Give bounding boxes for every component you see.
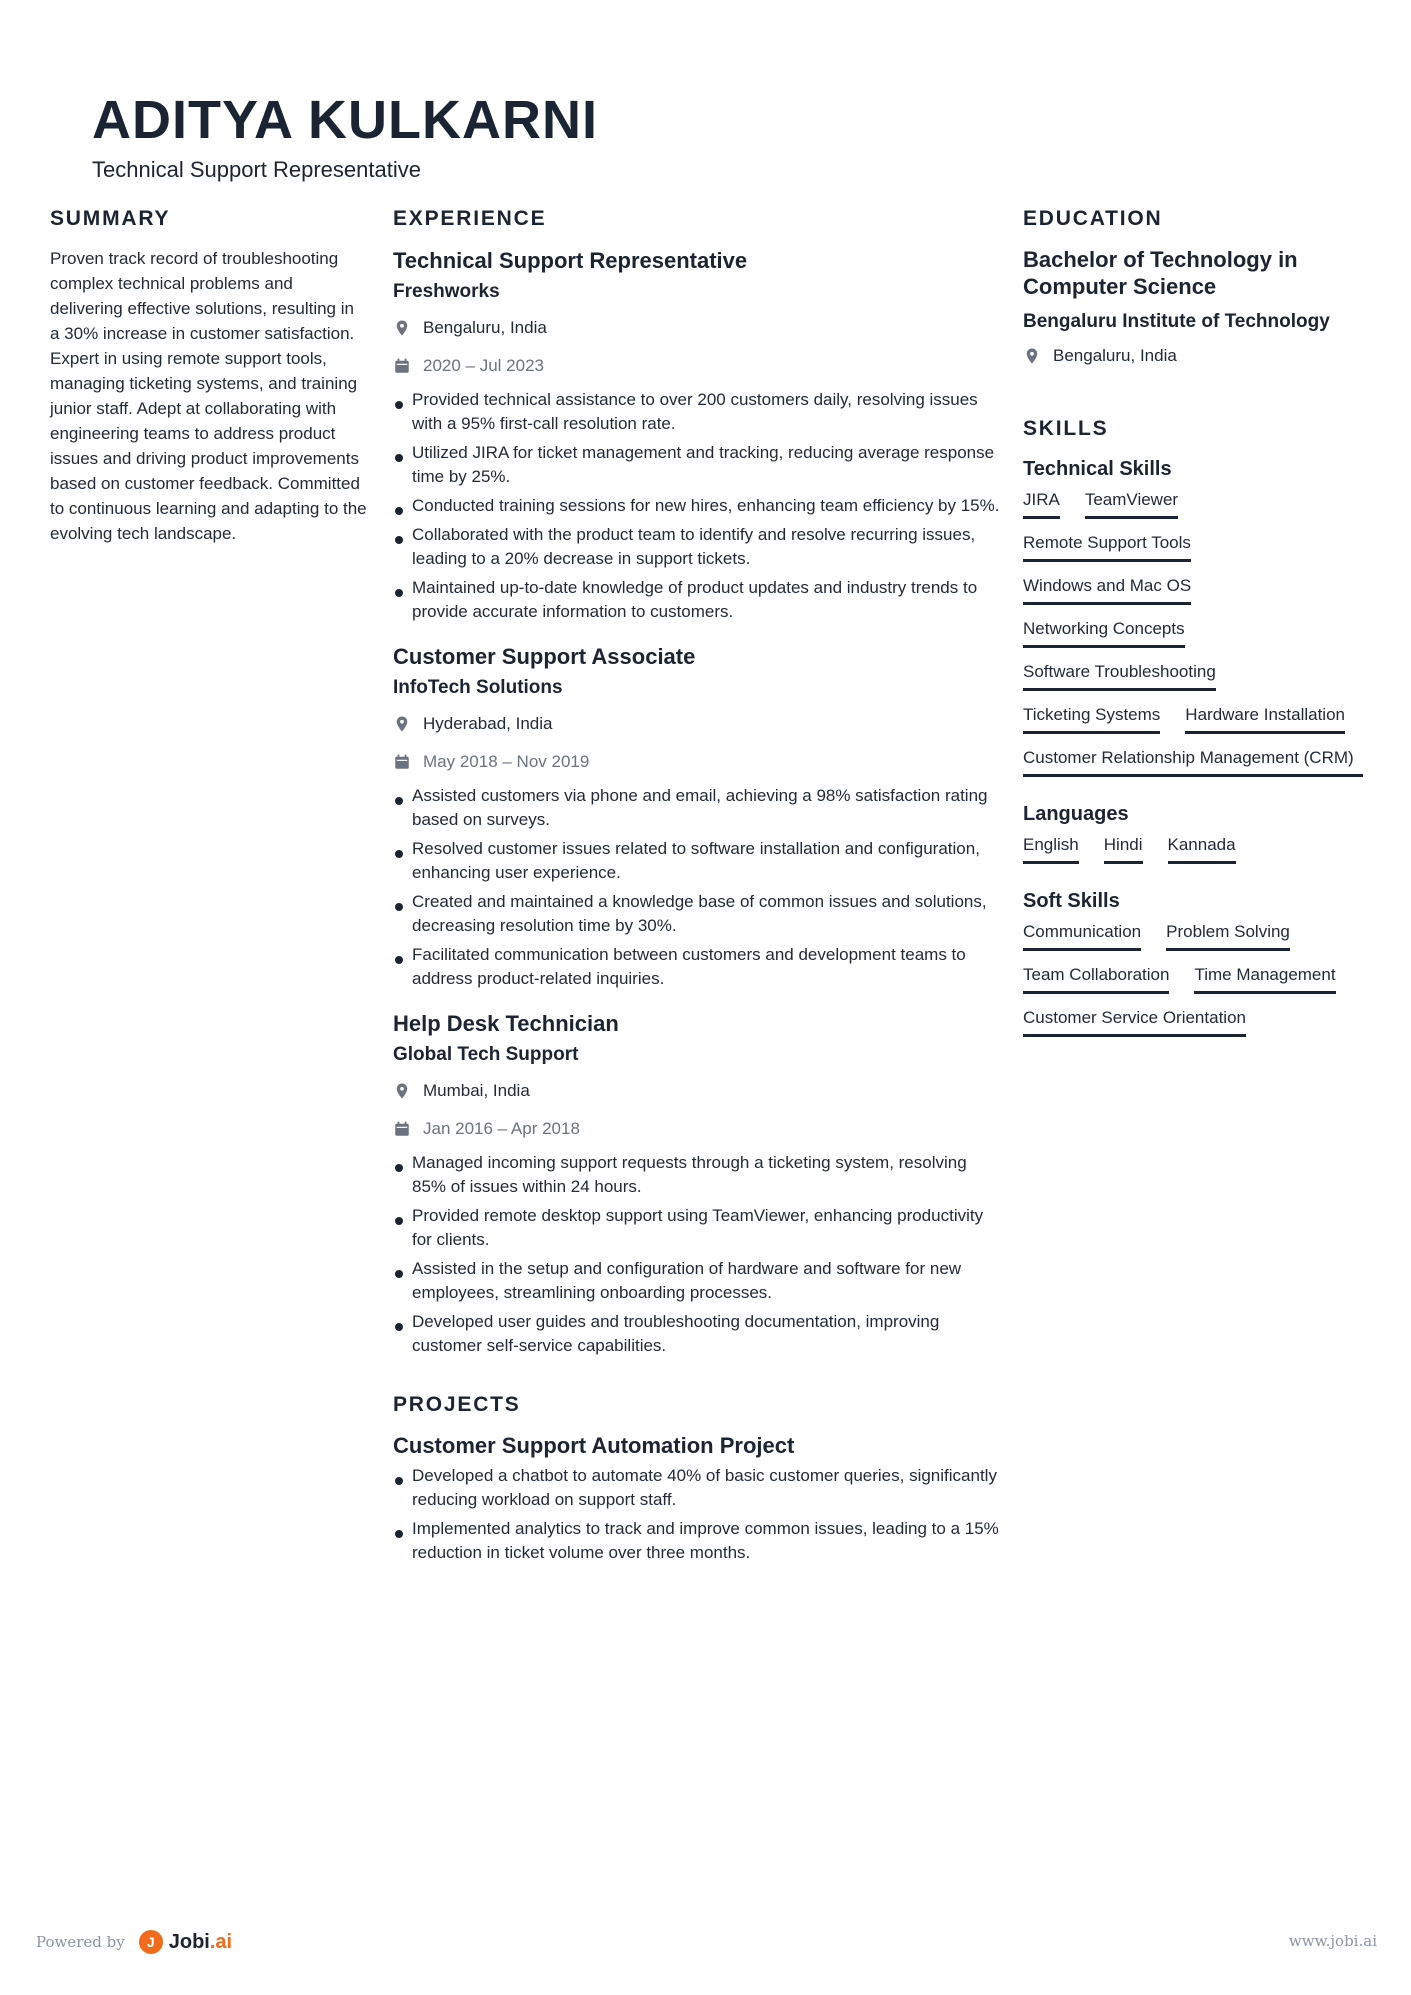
technical-skills-title: Technical Skills xyxy=(1023,458,1172,480)
bullet-item: Created and maintained a knowledge base of common issues and solutions, decreasing resolution time by 30%. xyxy=(393,890,1003,938)
bullet-item: Managed incoming support requests through a ticketing system, resolving 85% of issues within 24 hours. xyxy=(393,1151,1003,1199)
project-entry xyxy=(393,1432,1003,1565)
skill-tag: Customer Relationship Management (CRM) xyxy=(1023,746,1363,777)
job-bullets xyxy=(393,388,1003,624)
skill-tag: English xyxy=(1023,833,1079,864)
bullet-item: Resolved customer issues related to software installation and configuration, enhancing user experience. xyxy=(393,837,1003,885)
job-location-text: Bengaluru, India xyxy=(423,318,547,337)
map-pin-icon xyxy=(393,319,411,337)
brand-name xyxy=(169,1931,232,1954)
job-dates-text: 2020 – Jul 2023 xyxy=(423,356,544,375)
skill-tag: Windows and Mac OS xyxy=(1023,574,1191,605)
job-bullets xyxy=(393,784,1003,991)
bullet-item: Developed a chatbot to automate 40% of basic customer queries, significantly reducing workload on support staff. xyxy=(393,1464,1003,1512)
soft-skills-title: Soft Skills xyxy=(1023,890,1120,912)
skill-tag: Software Troubleshooting xyxy=(1023,660,1216,691)
footer-website-link[interactable]: www.jobi.ai xyxy=(1288,1932,1377,1950)
languages-tags xyxy=(1023,833,1368,864)
project-title: Customer Support Automation Project xyxy=(393,1433,795,1458)
bullet-item: Developed user guides and troubleshooting documentation, improving customer self-service capabilities. xyxy=(393,1310,1003,1358)
map-pin-icon xyxy=(393,715,411,733)
skill-tag: Customer Service Orientation xyxy=(1023,1006,1246,1037)
right-column xyxy=(1023,206,1368,1037)
skill-tag: Ticketing Systems xyxy=(1023,703,1160,734)
skill-tag: Networking Concepts xyxy=(1023,617,1185,648)
job-dates-text: May 2018 – Nov 2019 xyxy=(423,752,590,771)
job-dates-text: Jan 2016 – Apr 2018 xyxy=(423,1119,580,1138)
languages-group xyxy=(1023,801,1368,864)
bullet-item: Utilized JIRA for ticket management and tracking, reducing average response time by 25%. xyxy=(393,441,1003,489)
skill-tag: JIRA xyxy=(1023,488,1060,519)
job-company: Freshworks xyxy=(393,281,500,302)
brand-name-suffix: .ai xyxy=(209,1930,233,1953)
skill-tag: Team Collaboration xyxy=(1023,963,1169,994)
job-entry xyxy=(393,1009,1003,1358)
job-dates xyxy=(393,750,1003,774)
calendar-icon xyxy=(393,1120,411,1138)
job-bullets xyxy=(393,1151,1003,1358)
summary-section xyxy=(50,206,368,546)
footer-branding xyxy=(36,1930,232,1954)
project-list xyxy=(393,1432,1003,1565)
map-pin-icon xyxy=(1023,347,1041,365)
bullet-item: Assisted customers via phone and email, achieving a 98% satisfaction rating based on surveys. xyxy=(393,784,1003,832)
job-title: Customer Support Associate xyxy=(393,644,696,669)
skill-tag: Communication xyxy=(1023,920,1141,951)
experience-heading: EXPERIENCE xyxy=(393,207,547,230)
soft-skills-tags xyxy=(1023,920,1368,1037)
soft-skills-group xyxy=(1023,888,1368,1037)
summary-heading: SUMMARY xyxy=(50,207,171,230)
experience-section xyxy=(393,206,1003,1570)
job-list xyxy=(393,246,1003,1358)
job-title: Technical Support Representative xyxy=(393,248,748,273)
bullet-item: Conducted training sessions for new hires, enhancing team efficiency by 15%. xyxy=(393,494,1003,518)
education-location xyxy=(1023,344,1368,368)
project-bullets xyxy=(393,1464,1003,1565)
map-pin-icon xyxy=(393,1082,411,1100)
job-location-text: Hyderabad, India xyxy=(423,714,553,733)
bullet-item: Provided remote desktop support using TeamViewer, enhancing productivity for clients. xyxy=(393,1204,1003,1252)
job-company: InfoTech Solutions xyxy=(393,677,563,698)
summary-text: Proven track record of troubleshooting complex technical problems and delivering effective solutions, resulting in a 30% increase in customer satisfaction. Expert in using remote support tools, managing ticketing systems, and training junior staff. Adept at collaborating with engineering teams to address product issues and driving product improvements based on customer feedback. Committed to continuous learning and adapting to the evolving tech landscape. xyxy=(50,249,367,543)
job-title: Help Desk Technician xyxy=(393,1011,619,1036)
bullet-item: Maintained up-to-date knowledge of product updates and industry trends to provide accurate information to customers. xyxy=(393,576,1003,624)
job-dates xyxy=(393,1117,1003,1141)
job-dates xyxy=(393,354,1003,378)
education-section xyxy=(1023,206,1368,368)
job-company: Global Tech Support xyxy=(393,1044,579,1065)
job-location xyxy=(393,316,1003,340)
education-degree: Bachelor of Technology in Computer Science xyxy=(1023,247,1298,299)
brand-name-main: Jobi xyxy=(168,1930,210,1953)
skills-heading: SKILLS xyxy=(1023,417,1109,440)
candidate-name: ADITYA KULKARNI xyxy=(92,90,599,150)
education-heading: EDUCATION xyxy=(1023,207,1163,230)
skill-tag: Time Management xyxy=(1194,963,1335,994)
skill-tag: Hindi xyxy=(1104,833,1143,864)
calendar-icon xyxy=(393,753,411,771)
job-entry xyxy=(393,642,1003,991)
projects-section xyxy=(393,1392,1003,1565)
languages-title: Languages xyxy=(1023,803,1129,825)
bullet-item: Collaborated with the product team to identify and resolve recurring issues, leading to a 20% decrease in support tickets. xyxy=(393,523,1003,571)
candidate-title: Technical Support Representative xyxy=(92,157,421,182)
technical-skills-group xyxy=(1023,456,1368,777)
calendar-icon xyxy=(393,357,411,375)
bullet-item: Provided technical assistance to over 200 customers daily, resolving issues with a 95% first-call resolution rate. xyxy=(393,388,1003,436)
brand-logo[interactable] xyxy=(139,1930,232,1954)
education-location-text: Bengaluru, India xyxy=(1053,346,1177,365)
jobi-logo-icon: J xyxy=(139,1930,163,1954)
job-location-text: Mumbai, India xyxy=(423,1081,530,1100)
skills-section xyxy=(1023,416,1368,1037)
projects-heading: PROJECTS xyxy=(393,1393,521,1416)
job-entry xyxy=(393,246,1003,624)
skill-tag: TeamViewer xyxy=(1085,488,1178,519)
bullet-item: Facilitated communication between customers and development teams to address product-related inquiries. xyxy=(393,943,1003,991)
powered-by-text: Powered by xyxy=(36,1933,125,1951)
resume-header xyxy=(92,88,598,184)
bullet-item: Implemented analytics to track and improve common issues, leading to a 15% reduction in ticket volume over three months. xyxy=(393,1517,1003,1565)
skill-tag: Kannada xyxy=(1168,833,1236,864)
job-location xyxy=(393,1079,1003,1103)
education-school: Bengaluru Institute of Technology xyxy=(1023,311,1330,332)
bullet-item: Assisted in the setup and configuration of hardware and software for new employees, streamlining onboarding processes. xyxy=(393,1257,1003,1305)
skill-tag: Hardware Installation xyxy=(1185,703,1345,734)
skill-tag: Problem Solving xyxy=(1166,920,1290,951)
job-location xyxy=(393,712,1003,736)
skill-tag: Remote Support Tools xyxy=(1023,531,1191,562)
technical-skills-tags xyxy=(1023,488,1368,777)
